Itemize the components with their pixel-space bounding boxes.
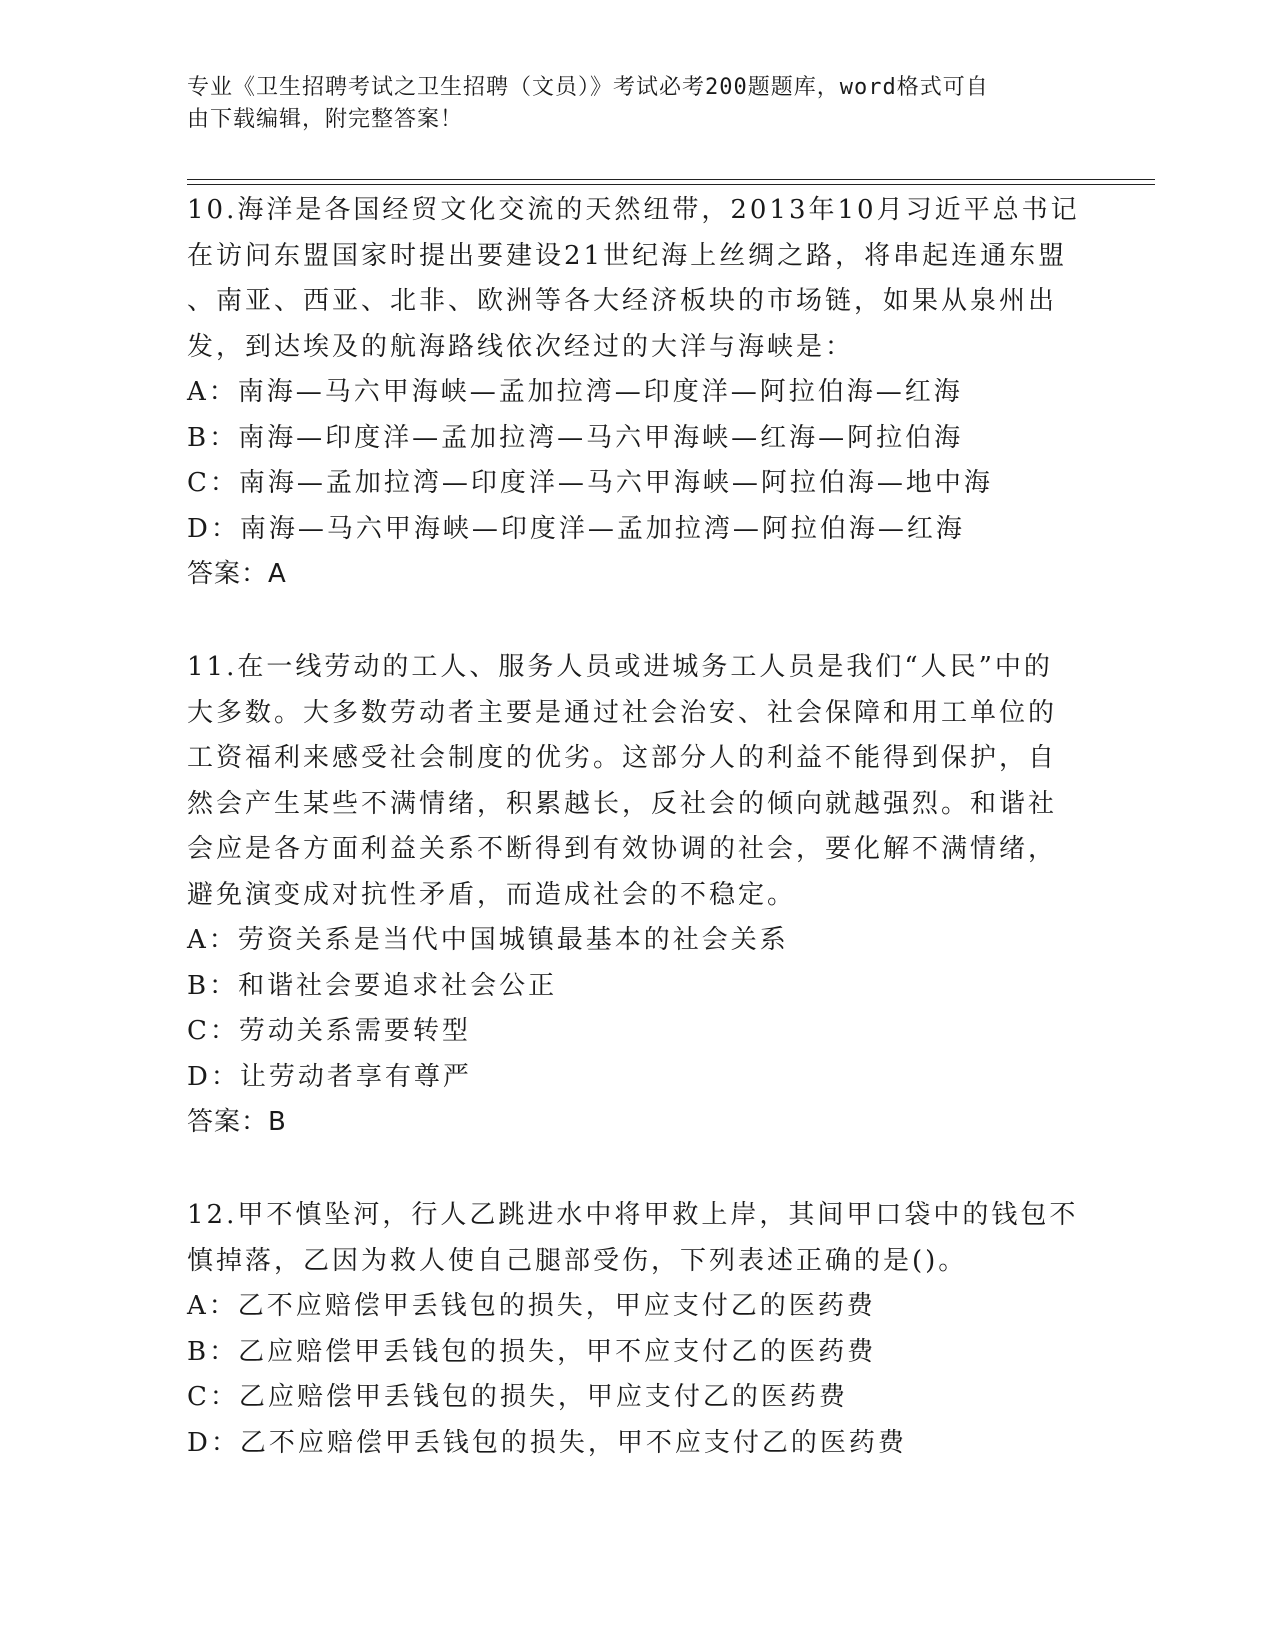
question-11	[187, 645, 1087, 1146]
option-d: D：让劳动者享有尊严	[187, 1061, 472, 1092]
question-12	[187, 1193, 1087, 1466]
question-text-line: 发，到达埃及的航海路线依次经过的大洋与海峡是：	[187, 331, 855, 362]
option-b: B：乙应赔偿甲丢钱包的损失，甲不应支付乙的医药费	[187, 1336, 877, 1367]
answer-label: 答案：A	[187, 559, 287, 589]
question-text	[187, 188, 1087, 370]
option-b: B：南海—印度洋—孟加拉湾—马六甲海峡—红海—阿拉伯海	[187, 422, 964, 453]
question-text-line: 在访问东盟国家时提出要建设21世纪海上丝绸之路，将串起连通东盟	[187, 240, 1068, 271]
question-text-line: 、南亚、西亚、北非、欧洲等各大经济板块的市场链，如果从泉州出	[187, 286, 1058, 316]
question-text-line: 工资福利来感受社会制度的优劣。这部分人的利益不能得到保护，自	[187, 743, 1058, 773]
option-c: C：乙应赔偿甲丢钱包的损失，甲应支付乙的医药费	[187, 1382, 848, 1412]
question-text-line: 12.甲不慎坠河，行人乙跳进水中将甲救上岸，其间甲口袋中的钱包不	[187, 1200, 1079, 1230]
option-d: D：乙不应赔偿甲丢钱包的损失，甲不应支付乙的医药费	[187, 1427, 907, 1458]
question-10	[187, 188, 1087, 598]
header-line-2: 由下载编辑，附完整答案！	[187, 107, 464, 132]
header-rule-bottom	[187, 184, 1155, 185]
option-a: A：劳资关系是当代中国城镇最基本的社会关系	[187, 925, 789, 955]
page-header	[187, 72, 1067, 136]
question-text-line: 然会产生某些不满情绪，积累越长，反社会的倾向就越强烈。和谐社	[187, 788, 1058, 819]
option-a: A：南海—马六甲海峡—孟加拉湾—印度洋—阿拉伯海—红海	[187, 377, 963, 407]
option-c: C：南海—孟加拉湾—印度洋—马六甲海峡—阿拉伯海—地中海	[187, 468, 993, 498]
option-b: B：和谐社会要追求社会公正	[187, 970, 558, 1001]
question-text-line: 避免演变成对抗性矛盾，而造成社会的不稳定。	[187, 879, 797, 910]
answer-label: 答案：B	[187, 1107, 287, 1137]
question-text-line: 大多数。大多数劳动者主要是通过社会治安、社会保障和用工单位的	[187, 697, 1058, 728]
option-a: A：乙不应赔偿甲丢钱包的损失，甲应支付乙的医药费	[187, 1291, 876, 1321]
question-text-line: 10.海洋是各国经贸文化交流的天然纽带，2013年10月习近平总书记	[187, 195, 1080, 225]
header-rule-top	[187, 179, 1155, 180]
header-line-1: 专业《卫生招聘考试之卫生招聘（文员）》考试必考200题题库，word格式可自	[187, 75, 989, 100]
option-d: D：南海—马六甲海峡—印度洋—孟加拉湾—阿拉伯海—红海	[187, 513, 965, 544]
question-text-line: 慎掉落，乙因为救人使自己腿部受伤，下列表述正确的是()。	[187, 1245, 968, 1276]
option-c: C：劳动关系需要转型	[187, 1016, 471, 1046]
question-text-line: 11.在一线劳动的工人、服务人员或进城务工人员是我们“人民”中的	[187, 652, 1053, 682]
question-text	[187, 645, 1087, 918]
question-text-line: 会应是各方面利益关系不断得到有效协调的社会，要化解不满情绪，	[187, 834, 1058, 864]
question-text	[187, 1193, 1087, 1284]
